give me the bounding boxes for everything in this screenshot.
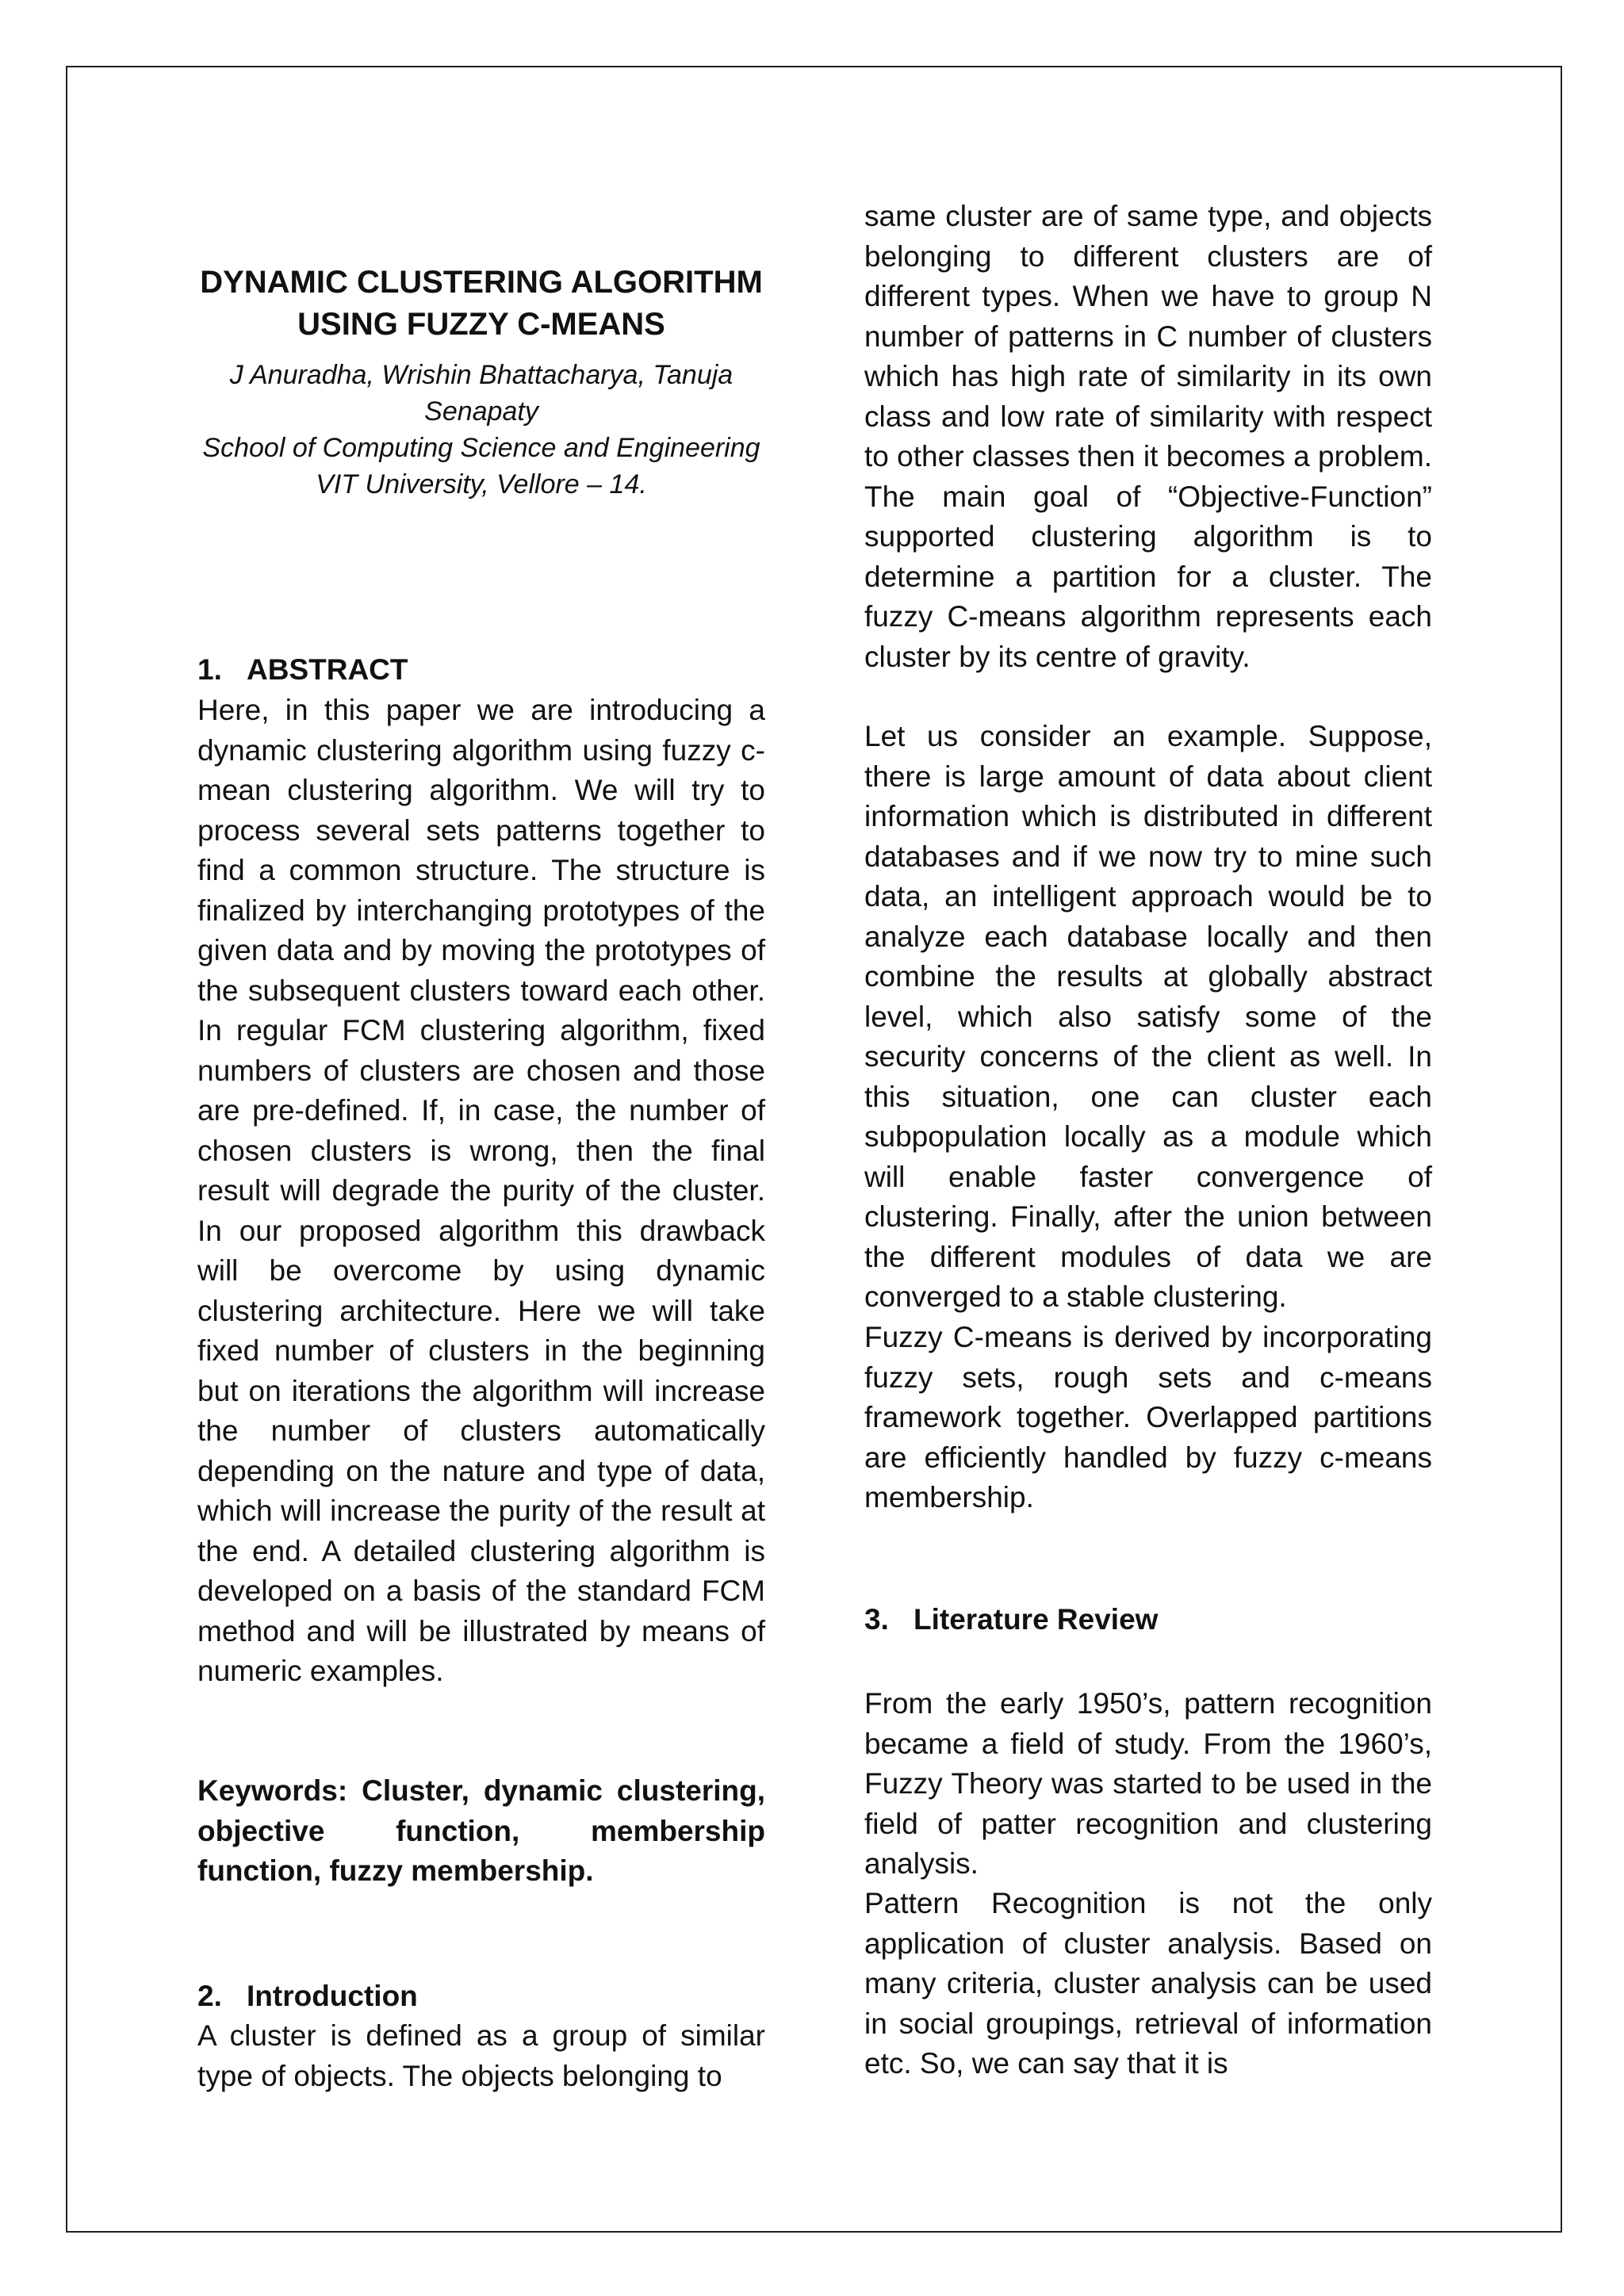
literature-heading-label: Literature Review: [914, 1603, 1159, 1636]
affiliation-school: School of Computing Science and Engineering: [202, 433, 760, 463]
abstract-number: 1.: [197, 653, 222, 686]
introduction-text-left: A cluster is defined as a group of similar type of objects. The objects belonging to: [197, 2019, 765, 2092]
literature-heading: [864, 1600, 1158, 1640]
title-block: [197, 262, 765, 503]
introduction-heading: [197, 1976, 418, 2016]
literature-text-1: From the early 1950’s, pattern recognition became a field of study. From the 1960’s, Fuzzy Theory was started to be used in the field of patter recognition and clustering analysis.: [864, 1687, 1432, 1880]
introduction-heading-label: Introduction: [247, 1980, 418, 2012]
literature-number: 3.: [864, 1603, 889, 1636]
abstract-heading-label: ABSTRACT: [247, 653, 408, 686]
paper-authors: J Anuradha, Wrishin Bhattacharya, Tanuja Senapaty: [229, 360, 733, 427]
introduction-number: 2.: [197, 1980, 222, 2012]
abstract-heading: [197, 650, 408, 690]
introduction-text-right-3: Fuzzy C-means is derived by incorporating fuzzy sets, rough sets and c-means framework together. Overlapped partitions are efficiently handled by fuzzy c-means membership.: [864, 1321, 1432, 1513]
affiliation-university: VIT University, Vellore – 14.: [316, 469, 647, 499]
keywords: Keywords: Cluster, dynamic clustering, objective function, membership function, fuzzy membership.: [197, 1774, 765, 1887]
introduction-text-right-1: same cluster are of same type, and objects belonging to different clusters are of different types. When we have to group N number of patterns in C number of clusters which has high rate of similarity in its own class and low rate of similarity with respect to other classes then it becomes a problem. The main goal of “Objective-Function” supported clustering algorithm is to determine a partition for a cluster. The fuzzy C-means algorithm represents each cluster by its centre of gravity.: [864, 200, 1432, 673]
introduction-text-right-2: Let us consider an example. Suppose, there is large amount of data about client information which is distributed in different databases and if we now try to mine such data, an intelligent approach would be to analyze each database locally and then combine the results at globally abstract level, which also satisfy some of the security concerns of the client as well. In this situation, one can cluster each subpopulation locally as a module which will enable faster convergence of clustering. Finally, after the union between the different modules of data we are converged to a stable clustering.: [864, 720, 1432, 1313]
abstract-text: Here, in this paper we are introducing a dynamic clustering algorithm using fuzzy c-mean clustering algorithm. We will try to process several sets patterns together to find a common structure. The structure is finalized by interchanging prototypes of the given data and by moving the prototypes of the subsequent clusters toward each other. In regular FCM clustering algorithm, fixed numbers of clusters are chosen and those are pre-defined. If, in case, the number of chosen clusters is wrong, then the final result will degrade the purity of the cluster. In our proposed algorithm this drawback will be overcome by using dynamic clustering architecture. Here we will take fixed number of clusters in the beginning but on iterations the algorithm will increase the number of clusters automatically depending on the nature and type of data, which will increase the purity of the result at the end. A detailed clustering algorithm is developed on a basis of the standard FCM method and will be illustrated by means of numeric examples.: [197, 694, 765, 1687]
literature-text-2: Pattern Recognition is not the only application of cluster analysis. Based on many criteria, cluster analysis can be used in social groupings, retrieval of information etc. So, we can say that it is: [864, 1887, 1432, 2080]
paper-title: DYNAMIC CLUSTERING ALGORITHM USING FUZZY C-MEANS: [200, 265, 763, 342]
